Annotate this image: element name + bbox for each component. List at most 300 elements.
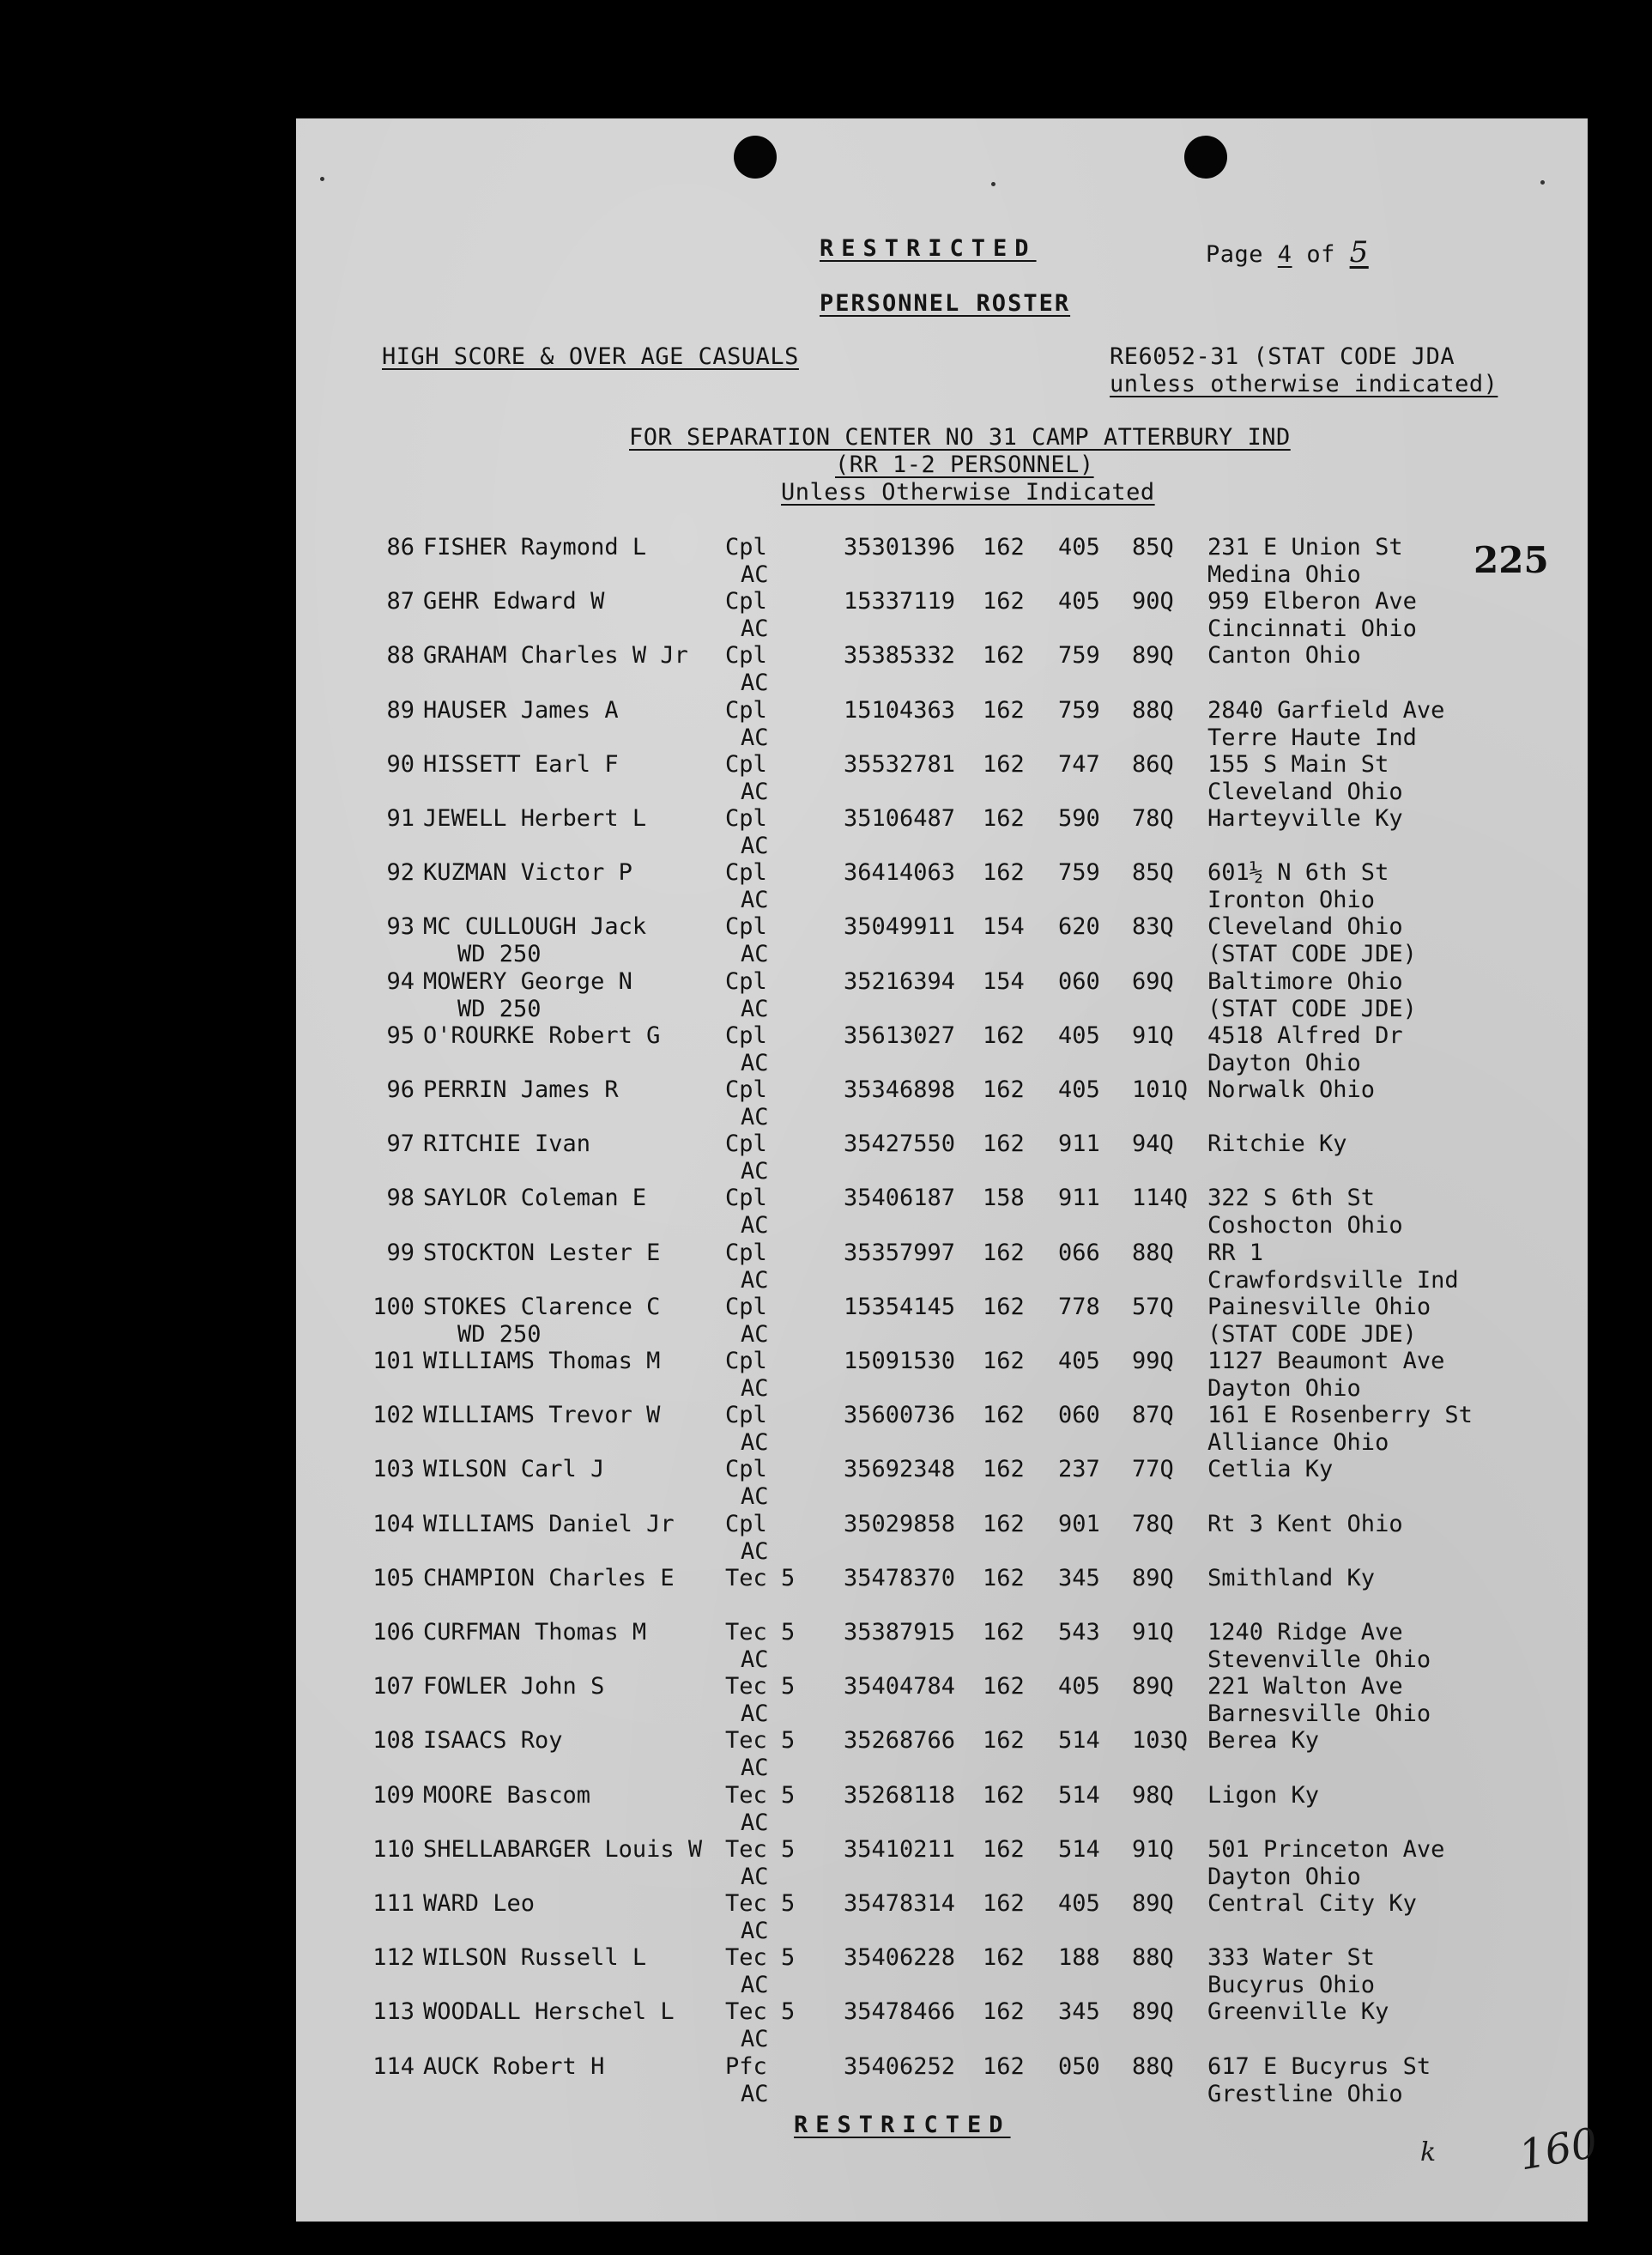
roster-rank: Cpl (725, 1239, 767, 1266)
roster-name: FISHER Raymond L (423, 534, 647, 561)
roster-serial: 35613027 (844, 1021, 956, 1049)
roster-b: 066 (1058, 1239, 1100, 1266)
roster-row (296, 913, 1588, 968)
roster-branch: AC (741, 887, 769, 914)
roster-score: 89Q (1132, 1564, 1174, 1591)
roster-score: 87Q (1132, 1402, 1174, 1429)
roster-addr1: Berea Ky (1207, 1727, 1320, 1755)
roster-name2: WD 250 (457, 995, 542, 1022)
roster-score: 83Q (1132, 913, 1174, 941)
center-line-2: (RR 1-2 PERSONNEL) (835, 452, 1094, 478)
roster-name: SHELLABARGER Louis W (423, 1835, 703, 1863)
roster-addr1: Painesville Ohio (1207, 1293, 1431, 1320)
roster-serial: 35600736 (844, 1402, 956, 1429)
roster-addr1: Smithland Ky (1207, 1564, 1376, 1591)
roster-serial: 15354145 (844, 1293, 956, 1320)
roster-branch: AC (741, 615, 769, 643)
roster-branch: AC (741, 1429, 769, 1457)
roster-branch: AC (741, 1320, 769, 1348)
roster-score: 88Q (1132, 696, 1174, 724)
roster-a: 162 (983, 1781, 1025, 1809)
roster-row (296, 1511, 1588, 1566)
roster-name: GEHR Edward W (423, 588, 605, 615)
roster-num: 99 (386, 1239, 415, 1266)
roster-b: 405 (1058, 1673, 1100, 1700)
roster-score: 98Q (1132, 1781, 1174, 1809)
roster-a: 162 (983, 1835, 1025, 1863)
roster-num: 90 (386, 750, 415, 778)
roster-addr2: Alliance Ohio (1207, 1429, 1389, 1457)
roster-name: AUCK Robert H (423, 2052, 605, 2080)
roster-a: 162 (983, 642, 1025, 670)
roster-addr1: 617 E Bucyrus St (1207, 2052, 1431, 2080)
roster-score: 85Q (1132, 859, 1174, 887)
roster-name: WILSON Russell L (423, 1944, 647, 1972)
roster-row (296, 1456, 1588, 1511)
roster-rank: Cpl (725, 913, 767, 941)
center-line-3: Unless Otherwise Indicated (781, 479, 1155, 506)
roster-row (296, 1240, 1588, 1294)
roster-addr1: Ritchie Ky (1207, 1131, 1347, 1158)
roster-num: 96 (386, 1076, 415, 1103)
roster-addr1: 501 Princeton Ave (1207, 1835, 1445, 1863)
roster-num: 107 (372, 1673, 415, 1700)
roster-addr1: Canton Ohio (1207, 642, 1361, 670)
page-of: of (1306, 241, 1335, 268)
roster-num: 91 (386, 805, 415, 832)
roster-addr1: RR 1 (1207, 1239, 1264, 1266)
roster-score: 86Q (1132, 750, 1174, 778)
roster-name: STOCKTON Lester E (423, 1239, 661, 1266)
roster-serial: 35387915 (844, 1619, 956, 1646)
roster-name: WILLIAMS Trevor W (423, 1402, 661, 1429)
roster-addr1: 161 E Rosenberry St (1207, 1402, 1473, 1429)
roster-score: 89Q (1132, 1890, 1174, 1917)
roster-a: 162 (983, 1348, 1025, 1374)
roster-b: 901 (1058, 1510, 1100, 1537)
roster-name: O'ROURKE Robert G (423, 1021, 661, 1049)
roster-row (296, 968, 1588, 1023)
roster-addr1: Central City Ky (1207, 1890, 1417, 1917)
roster-branch: AC (741, 1700, 769, 1728)
roster-row (296, 1565, 1588, 1620)
roster-serial: 35427550 (844, 1131, 956, 1158)
roster-score: 89Q (1132, 1673, 1174, 1700)
roster-addr1: 1127 Beaumont Ave (1207, 1348, 1445, 1374)
roster-rank: Cpl (725, 1076, 767, 1103)
roster-addr1: Cleveland Ohio (1207, 913, 1403, 941)
roster-rank: Cpl (725, 967, 767, 995)
roster-num: 97 (386, 1131, 415, 1158)
roster-addr2: Stevenville Ohio (1207, 1646, 1431, 1673)
roster-branch: AC (741, 1809, 769, 1836)
roster-a: 162 (983, 1293, 1025, 1320)
roster-branch: AC (741, 1755, 769, 1782)
roster-score: 78Q (1132, 805, 1174, 832)
roster-row (296, 1890, 1588, 1945)
roster-a: 162 (983, 696, 1025, 724)
roster-num: 102 (372, 1402, 415, 1429)
stamped-number: 225 (1473, 539, 1549, 581)
roster-name: MC CULLOUGH Jack (423, 913, 647, 941)
roster-rank: Tec 5 (725, 1890, 796, 1917)
roster-num: 88 (386, 642, 415, 670)
roster-a: 162 (983, 1456, 1025, 1483)
roster-b: 778 (1058, 1293, 1100, 1320)
roster-addr1: 1240 Ridge Ave (1207, 1619, 1403, 1646)
roster-name: STOKES Clarence C (423, 1293, 661, 1320)
roster-b: 759 (1058, 859, 1100, 887)
roster-row (296, 1348, 1588, 1403)
roster-a: 162 (983, 1131, 1025, 1158)
roster-num: 105 (372, 1564, 415, 1591)
roster-row (296, 1402, 1588, 1457)
roster-name2: WD 250 (457, 1320, 542, 1348)
roster-title: PERSONNEL ROSTER (820, 290, 1071, 317)
roster-addr2: Bucyrus Ohio (1207, 1972, 1376, 1999)
roster-name: WILLIAMS Thomas M (423, 1348, 661, 1374)
roster-rank: Cpl (725, 1021, 767, 1049)
roster-b: 911 (1058, 1131, 1100, 1158)
roster-row (296, 1673, 1588, 1728)
roster-addr1: 322 S 6th St (1207, 1185, 1376, 1212)
roster-branch: AC (741, 1158, 769, 1185)
roster-a: 162 (983, 1619, 1025, 1646)
roster-a: 162 (983, 588, 1025, 615)
roster-addr1: 959 Elberon Ave (1207, 588, 1417, 615)
roster-branch: AC (741, 2026, 769, 2053)
roster-num: 104 (372, 1510, 415, 1537)
page-number: 4 (1277, 241, 1292, 268)
roster-row (296, 1782, 1588, 1837)
roster-name: CHAMPION Charles E (423, 1564, 675, 1591)
roster-serial: 35406187 (844, 1185, 956, 1212)
roster-rank: Cpl (725, 750, 767, 778)
roster-row (296, 534, 1588, 589)
roster-score: 94Q (1132, 1131, 1174, 1158)
roster-addr1: 601½ N 6th St (1207, 859, 1389, 887)
roster-branch: AC (741, 1375, 769, 1402)
roster-b: 405 (1058, 534, 1100, 561)
roster-num: 92 (386, 859, 415, 887)
roster-serial: 35406228 (844, 1944, 956, 1972)
roster-name: HAUSER James A (423, 696, 619, 724)
roster-row (296, 1022, 1588, 1077)
roster-num: 89 (386, 696, 415, 724)
roster-serial: 35357997 (844, 1239, 956, 1266)
roster-rank: Cpl (725, 1456, 767, 1483)
roster-row (296, 588, 1588, 643)
roster-score: 88Q (1132, 1944, 1174, 1972)
roster-addr2: (STAT CODE JDE) (1207, 995, 1417, 1022)
roster-row (296, 642, 1588, 697)
roster-b: 060 (1058, 967, 1100, 995)
roster-score: 89Q (1132, 642, 1174, 670)
roster-serial: 35406252 (844, 2052, 956, 2080)
roster-rank: Cpl (725, 588, 767, 615)
roster-serial: 35478370 (844, 1564, 956, 1591)
roster-name: JEWELL Herbert L (423, 805, 647, 832)
roster-num: 94 (386, 967, 415, 995)
roster-rank: Cpl (725, 1131, 767, 1158)
roster-addr2: (STAT CODE JDE) (1207, 941, 1417, 968)
roster-addr1: Cetlia Ky (1207, 1456, 1334, 1483)
roster-serial: 35404784 (844, 1673, 956, 1700)
roster-serial: 15104363 (844, 696, 956, 724)
roster-addr2: Cleveland Ohio (1207, 778, 1403, 805)
roster-a: 162 (983, 1673, 1025, 1700)
page-label: Page (1206, 241, 1264, 268)
roster-a: 162 (983, 534, 1025, 561)
roster-serial: 35268118 (844, 1781, 956, 1809)
roster-rank: Tec 5 (725, 1673, 796, 1700)
roster-addr1: Rt 3 Kent Ohio (1207, 1510, 1403, 1537)
roster-b: 405 (1058, 1348, 1100, 1374)
roster-addr2: Dayton Ohio (1207, 1863, 1361, 1890)
roster-addr1: 4518 Alfred Dr (1207, 1021, 1403, 1049)
roster-addr2: Grestline Ohio (1207, 2080, 1403, 2107)
roster-num: 86 (386, 534, 415, 561)
roster-branch: AC (741, 1483, 769, 1511)
roster-addr1: 2840 Garfield Ave (1207, 696, 1445, 724)
margin-mark-k: k (1420, 2137, 1437, 2167)
roster-a: 154 (983, 967, 1025, 995)
roster-branch: AC (741, 1104, 769, 1131)
roster-addr1: Greenville Ky (1207, 1998, 1389, 2026)
roster-branch: AC (741, 670, 769, 697)
page-total: 5 (1349, 235, 1369, 270)
roster-serial: 35478466 (844, 1998, 956, 2026)
roster-b: 050 (1058, 2052, 1100, 2080)
roster-addr1: 221 Walton Ave (1207, 1673, 1403, 1700)
roster-b: 405 (1058, 588, 1100, 615)
roster-branch: AC (741, 1863, 769, 1890)
roster-a: 162 (983, 1076, 1025, 1103)
roster-rank: Cpl (725, 1402, 767, 1429)
roster-b: 188 (1058, 1944, 1100, 1972)
roster-branch: AC (741, 1972, 769, 1999)
roster-b: 405 (1058, 1021, 1100, 1049)
center-line-1: FOR SEPARATION CENTER NO 31 CAMP ATTERBURY IND (629, 424, 1291, 451)
roster-score: 90Q (1132, 588, 1174, 615)
roster-rank: Cpl (725, 642, 767, 670)
roster-row (296, 1131, 1588, 1185)
roster-name: WOODALL Herschel L (423, 1998, 675, 2026)
roster-num: 103 (372, 1456, 415, 1483)
roster-row (296, 697, 1588, 752)
roster-a: 162 (983, 805, 1025, 832)
roster-name: PERRIN James R (423, 1076, 619, 1103)
roster-addr2: Coshocton Ohio (1207, 1212, 1403, 1240)
roster-serial: 35268766 (844, 1727, 956, 1755)
roster-name: SAYLOR Coleman E (423, 1185, 647, 1212)
roster-num: 110 (372, 1835, 415, 1863)
roster-serial: 35692348 (844, 1456, 956, 1483)
roster-addr2: (STAT CODE JDE) (1207, 1320, 1417, 1348)
roster-b: 514 (1058, 1727, 1100, 1755)
roster-b: 543 (1058, 1619, 1100, 1646)
roster-addr1: Ligon Ky (1207, 1781, 1320, 1809)
roster-score: 91Q (1132, 1619, 1174, 1646)
roster-serial: 15091530 (844, 1348, 956, 1374)
roster-name: MOWERY George N (423, 967, 632, 995)
restricted-header: RESTRICTED (820, 235, 1037, 262)
roster-rank: Cpl (725, 1510, 767, 1537)
roster-addr2: Ironton Ohio (1207, 887, 1376, 914)
roster-serial: 36414063 (844, 859, 956, 887)
roster-a: 158 (983, 1185, 1025, 1212)
roster-row (296, 1076, 1588, 1131)
roster-b: 747 (1058, 750, 1100, 778)
roster-b: 060 (1058, 1402, 1100, 1429)
roster-score: 88Q (1132, 2052, 1174, 2080)
roster-num: 101 (372, 1348, 415, 1374)
order-line-2: unless otherwise indicated) (1110, 371, 1498, 397)
roster-branch: AC (741, 1049, 769, 1076)
roster-b: 620 (1058, 913, 1100, 941)
roster-addr2: Dayton Ohio (1207, 1049, 1361, 1076)
roster-addr2: Terre Haute Ind (1207, 724, 1417, 751)
roster-row (296, 1998, 1588, 2053)
roster-num: 93 (386, 913, 415, 941)
roster-rank: Tec 5 (725, 1835, 796, 1863)
roster-score: 85Q (1132, 534, 1174, 561)
roster-name: KUZMAN Victor P (423, 859, 632, 887)
roster-rank: Cpl (725, 859, 767, 887)
roster-row (296, 805, 1588, 860)
roster-a: 162 (983, 2052, 1025, 2080)
roster-a: 162 (983, 1890, 1025, 1917)
roster-row (296, 1619, 1588, 1674)
roster-score: 88Q (1132, 1239, 1174, 1266)
roster-branch: AC (741, 1918, 769, 1944)
roster-name: ISAACS Roy (423, 1727, 563, 1755)
roster-name: CURFMAN Thomas M (423, 1619, 647, 1646)
roster-b: 514 (1058, 1781, 1100, 1809)
roster-branch: AC (741, 561, 769, 588)
roster-addr1: Norwalk Ohio (1207, 1076, 1376, 1103)
roster-addr2: Cincinnati Ohio (1207, 615, 1417, 643)
roster-num: 113 (372, 1998, 415, 2026)
roster-a: 162 (983, 1727, 1025, 1755)
roster-score: 77Q (1132, 1456, 1174, 1483)
roster-addr2: Crawfordsville Ind (1207, 1266, 1459, 1294)
roster-branch: AC (741, 995, 769, 1022)
roster-addr1: 155 S Main St (1207, 750, 1389, 778)
roster-b: 345 (1058, 1998, 1100, 2026)
roster-rank: Tec 5 (725, 1998, 796, 2026)
roster-a: 162 (983, 1564, 1025, 1591)
roster-score: 57Q (1132, 1293, 1174, 1320)
roster-addr2: Medina Ohio (1207, 561, 1361, 588)
roster-b: 590 (1058, 805, 1100, 832)
roster-rank: Cpl (725, 1185, 767, 1212)
roster-score: 89Q (1132, 1998, 1174, 2026)
roster-addr1: 231 E Union St (1207, 534, 1403, 561)
roster-num: 87 (386, 588, 415, 615)
roster-serial: 15337119 (844, 588, 956, 615)
roster-serial: 35301396 (844, 534, 956, 561)
roster-a: 162 (983, 859, 1025, 887)
roster-serial: 35385332 (844, 642, 956, 670)
roster-serial: 35049911 (844, 913, 956, 941)
roster-branch: AC (741, 724, 769, 751)
roster-b: 345 (1058, 1564, 1100, 1591)
roster-addr1: Harteyville Ky (1207, 805, 1403, 832)
roster-score: 99Q (1132, 1348, 1174, 1374)
roster-rank: Tec 5 (725, 1944, 796, 1972)
roster-a: 162 (983, 1510, 1025, 1537)
roster-a: 162 (983, 1239, 1025, 1266)
roster-branch: AC (741, 2080, 769, 2107)
roster-b: 759 (1058, 642, 1100, 670)
roster-a: 162 (983, 1402, 1025, 1429)
roster-b: 237 (1058, 1456, 1100, 1483)
roster-name: FOWLER John S (423, 1673, 605, 1700)
roster-rank: Tec 5 (725, 1727, 796, 1755)
roster-rank: Cpl (725, 696, 767, 724)
roster-num: 114 (372, 2052, 415, 2080)
roster-rank: Cpl (725, 1348, 767, 1374)
roster-branch: AC (741, 1212, 769, 1240)
roster-score: 103Q (1132, 1727, 1189, 1755)
roster-serial: 35532781 (844, 750, 956, 778)
roster-name2: WD 250 (457, 941, 542, 968)
roster-name: WARD Leo (423, 1890, 536, 1917)
roster-a: 154 (983, 913, 1025, 941)
restricted-footer: RESTRICTED (794, 2112, 1011, 2138)
roster-b: 405 (1058, 1076, 1100, 1103)
roster-rank: Cpl (725, 534, 767, 561)
roster-rank: Cpl (725, 805, 767, 832)
roster-serial: 35216394 (844, 967, 956, 995)
roster-addr2: Barnesville Ohio (1207, 1700, 1431, 1728)
roster-b: 405 (1058, 1890, 1100, 1917)
roster-serial: 35410211 (844, 1835, 956, 1863)
roster-b: 759 (1058, 696, 1100, 724)
roster-b: 911 (1058, 1185, 1100, 1212)
roster-num: 112 (372, 1944, 415, 1972)
order-line-1: RE6052-31 (STAT CODE JDA (1110, 343, 1455, 370)
margin-mark-number: 160 (1515, 2119, 1601, 2180)
roster-score: 114Q (1132, 1185, 1189, 1212)
roster-num: 108 (372, 1727, 415, 1755)
roster-row (296, 1185, 1588, 1240)
roster-num: 109 (372, 1781, 415, 1809)
roster-rank: Cpl (725, 1293, 767, 1320)
roster-name: HISSETT Earl F (423, 750, 619, 778)
roster-row (296, 859, 1588, 914)
roster-rank: Tec 5 (725, 1564, 796, 1591)
roster-serial: 35346898 (844, 1076, 956, 1103)
roster-branch: AC (741, 1646, 769, 1673)
roster-row (296, 1727, 1588, 1782)
roster-branch: AC (741, 1266, 769, 1294)
roster-a: 162 (983, 1944, 1025, 1972)
roster-score: 78Q (1132, 1510, 1174, 1537)
roster-serial: 35106487 (844, 805, 956, 832)
roster-score: 91Q (1132, 1021, 1174, 1049)
roster-name: GRAHAM Charles W Jr (423, 642, 688, 670)
roster-serial: 35478314 (844, 1890, 956, 1917)
roster-num: 98 (386, 1185, 415, 1212)
category-title: HIGH SCORE & OVER AGE CASUALS (382, 343, 799, 370)
roster-branch: AC (741, 778, 769, 805)
roster-row (296, 751, 1588, 806)
roster-addr2: Dayton Ohio (1207, 1375, 1361, 1402)
roster-addr1: 333 Water St (1207, 1944, 1376, 1972)
roster-row (296, 2053, 1588, 2108)
